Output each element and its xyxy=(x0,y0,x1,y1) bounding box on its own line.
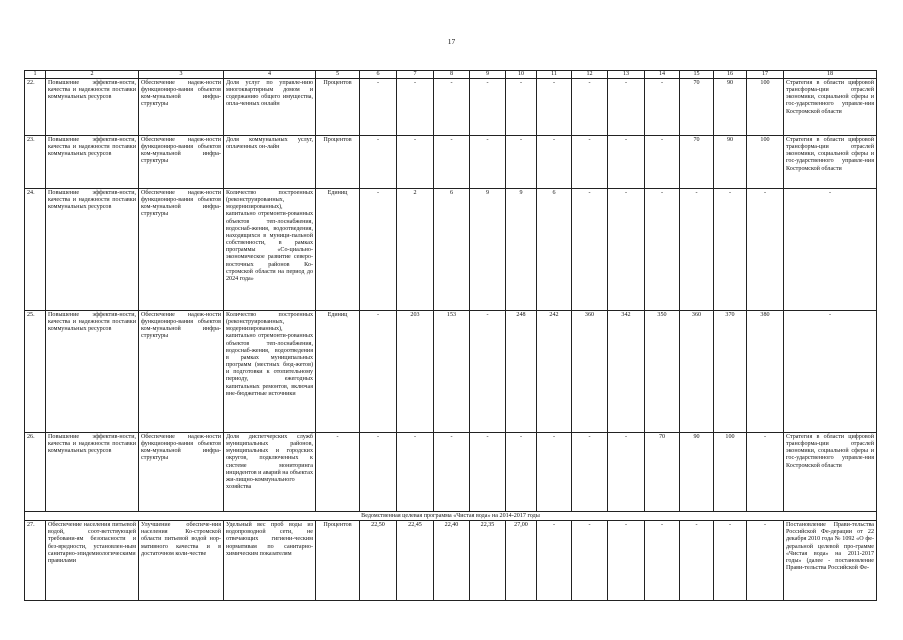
column-number-row xyxy=(25,71,877,79)
header-cell: 6 xyxy=(360,71,397,79)
header-cell: 14 xyxy=(645,71,680,79)
value-cell: 90 xyxy=(714,79,747,136)
task-cell: Улучшение обеспече-ния населения Ко-стромской области питьевой водой нор-мативного качества и в достаточном коли-честве xyxy=(139,521,224,601)
indicator-cell: Доля услуг по управле-нию многоквартирным домом и содержанию общего имущества, опла-ченных онлайн xyxy=(224,79,316,136)
value-cell: - xyxy=(470,433,506,512)
table-row xyxy=(25,189,877,311)
header-cell: 5 xyxy=(316,71,360,79)
header-cell: 15 xyxy=(680,71,714,79)
indicator-cell: Количество построенных (реконструированных, модернизированных), капитально отремонти-рованных объектов теп-лоснабжения, водоснаб-жения, водоотведения, находящихся в муници-пальной собственности, в рамках программы «Со-циально-экономическое развитие северо-восточных районов Ко-стромской области на период до 2024 года» xyxy=(224,189,316,311)
goal-cell: Повышение эффектив-ности, качества и надежности поставки коммунальных ресурсов xyxy=(46,189,139,311)
section-title: Ведомственная целевая программа «Чистая вода» на 2014-2017 годы xyxy=(25,512,877,521)
header-cell: 12 xyxy=(572,71,608,79)
value-cell: - xyxy=(506,433,537,512)
value-cell: - xyxy=(572,189,608,311)
value-cell: - xyxy=(470,311,506,433)
value-cell: - xyxy=(747,521,784,601)
value-cell: - xyxy=(645,521,680,601)
value-cell: 360 xyxy=(680,311,714,433)
value-cell: - xyxy=(680,189,714,311)
value-cell: - xyxy=(572,433,608,512)
value-cell: - xyxy=(434,433,470,512)
value-cell: 2 xyxy=(397,189,434,311)
table-row xyxy=(25,521,877,601)
basis-cell: - xyxy=(784,311,877,433)
value-cell: - xyxy=(572,136,608,189)
value-cell: - xyxy=(645,136,680,189)
value-cell: 242 xyxy=(537,311,572,433)
value-cell: - xyxy=(747,189,784,311)
value-cell: 70 xyxy=(680,79,714,136)
value-cell: 27,00 xyxy=(506,521,537,601)
value-cell: - xyxy=(747,433,784,512)
value-cell: - xyxy=(645,79,680,136)
value-cell: 90 xyxy=(714,136,747,189)
task-cell: Обеспечение надеж-ности функциониро-вания объектов ком-мунальной инфра-структуры xyxy=(139,311,224,433)
basis-cell: Стратегия в области цифровой трансформа-ции отраслей экономики, социальной сферы и гос-ударственного управле-ния Костромской области xyxy=(784,79,877,136)
indicator-cell: Доля диспетчерских служб муниципальных районов, муниципальных и городских округов, подключенных к системе мониторинга инцидентов и аварий на объектах жи-лищно-коммунального хозяйства xyxy=(224,433,316,512)
value-cell: - xyxy=(572,79,608,136)
value-cell: - xyxy=(572,521,608,601)
task-cell: Обеспечение надеж-ности функциониро-вания объектов ком-мунальной инфра-структуры xyxy=(139,189,224,311)
unit-cell: Процентов xyxy=(316,136,360,189)
value-cell: - xyxy=(434,136,470,189)
value-cell: - xyxy=(397,433,434,512)
value-cell: 22,50 xyxy=(360,521,397,601)
goal-cell: Повышение эффектив-ности, качества и надежности поставки коммунальных ресурсов xyxy=(46,433,139,512)
value-cell: 22,40 xyxy=(434,521,470,601)
value-cell: 6 xyxy=(537,189,572,311)
row-number-cell: 23. xyxy=(25,136,46,189)
row-number-cell: 27. xyxy=(25,521,46,601)
value-cell: 100 xyxy=(747,79,784,136)
value-cell: 70 xyxy=(645,433,680,512)
value-cell: - xyxy=(680,521,714,601)
value-cell: - xyxy=(470,79,506,136)
table-row xyxy=(25,136,877,189)
goal-cell: Повышение эффектив-ности, качества и надежности поставки коммунальных ресурсов xyxy=(46,136,139,189)
row-number-cell: 25. xyxy=(25,311,46,433)
value-cell: 9 xyxy=(470,189,506,311)
task-cell: Обеспечение надеж-ности функциониро-вания объектов ком-мунальной инфра-структуры xyxy=(139,433,224,512)
unit-cell: Процентов xyxy=(316,79,360,136)
value-cell: - xyxy=(360,433,397,512)
header-cell: 3 xyxy=(139,71,224,79)
value-cell: 22,45 xyxy=(397,521,434,601)
basis-cell: Стратегия в области цифровой трансформа-ции отраслей экономики, социальной сферы и гос-ударственного управле-ния Костромской области xyxy=(784,136,877,189)
value-cell: - xyxy=(608,189,645,311)
header-cell: 4 xyxy=(224,71,316,79)
row-number-cell: 24. xyxy=(25,189,46,311)
goal-cell: Повышение эффектив-ности, качества и надежности поставки коммунальных ресурсов xyxy=(46,79,139,136)
value-cell: 350 xyxy=(645,311,680,433)
value-cell: - xyxy=(537,433,572,512)
value-cell: - xyxy=(360,311,397,433)
header-cell: 10 xyxy=(506,71,537,79)
header-cell: 17 xyxy=(747,71,784,79)
value-cell: 22,35 xyxy=(470,521,506,601)
header-cell: 9 xyxy=(470,71,506,79)
value-cell: - xyxy=(360,79,397,136)
value-cell: 203 xyxy=(397,311,434,433)
value-cell: 360 xyxy=(572,311,608,433)
header-cell: 7 xyxy=(397,71,434,79)
value-cell: - xyxy=(608,521,645,601)
header-cell: 13 xyxy=(608,71,645,79)
task-cell: Обеспечение надеж-ности функциониро-вания объектов ком-мунальной инфра-структуры xyxy=(139,136,224,189)
value-cell: - xyxy=(434,79,470,136)
value-cell: - xyxy=(506,136,537,189)
value-cell: - xyxy=(714,189,747,311)
goal-cell: Повышение эффектив-ности, качества и надежности поставки коммунальных ресурсов xyxy=(46,311,139,433)
value-cell: 90 xyxy=(680,433,714,512)
value-cell: - xyxy=(645,189,680,311)
header-cell: 18 xyxy=(784,71,877,79)
value-cell: 370 xyxy=(714,311,747,433)
table-row xyxy=(25,433,877,512)
value-cell: - xyxy=(470,136,506,189)
task-cell: Обеспечение надеж-ности функциониро-вания объектов ком-мунальной инфра-структуры xyxy=(139,79,224,136)
value-cell: 380 xyxy=(747,311,784,433)
value-cell: 248 xyxy=(506,311,537,433)
goal-cell: Обеспечение населения питьевой водой, соот-ветствующей требовани-ям безопасности и без-вредности, установлен-ным санитарно-эпидемиологическими правилами xyxy=(46,521,139,601)
value-cell: - xyxy=(537,136,572,189)
header-cell: 16 xyxy=(714,71,747,79)
unit-cell: Единиц xyxy=(316,189,360,311)
section-row xyxy=(25,512,877,521)
header-cell: 11 xyxy=(537,71,572,79)
value-cell: - xyxy=(608,79,645,136)
row-number-cell: 26. xyxy=(25,433,46,512)
value-cell: 6 xyxy=(434,189,470,311)
basis-cell: - xyxy=(784,189,877,311)
basis-cell: Стратегия в области цифровой трансформа-ции отраслей экономики, социальной сферы и гос-ударственного управле-ния Костромской области xyxy=(784,433,877,512)
value-cell: - xyxy=(608,433,645,512)
header-cell: 2 xyxy=(46,71,139,79)
table-row xyxy=(25,311,877,433)
value-cell: - xyxy=(608,136,645,189)
unit-cell: Процентов xyxy=(316,521,360,601)
header-cell: 8 xyxy=(434,71,470,79)
value-cell: - xyxy=(506,79,537,136)
value-cell: - xyxy=(360,189,397,311)
page-number: 17 xyxy=(447,37,456,46)
value-cell: 342 xyxy=(608,311,645,433)
unit-cell: Единиц xyxy=(316,311,360,433)
indicator-cell: Удельный вес проб воды из водопроводной сети, не отвечающих гигиени-ческим нормативам по санитарно-химическим показателям xyxy=(224,521,316,601)
value-cell: - xyxy=(537,79,572,136)
value-cell: - xyxy=(537,521,572,601)
indicator-cell: Доля коммунальных услуг, оплаченных он-лайн xyxy=(224,136,316,189)
value-cell: 9 xyxy=(506,189,537,311)
basis-cell: Постановление Прави-тельства Российской Фе-дерации от 22 декабря 2010 года № 1092 «О фе-деральной целевой про-грамме «Чистая вода» на 2011-2017 годы» (далее - постановление Прави-тельства Российской Фе- xyxy=(784,521,877,601)
table-row xyxy=(25,79,877,136)
indicator-cell: Количество построенных (реконструированных, модернизированных), капитально отремонти-рованных объектов теп-лоснабжения, водоснаб-жения, водоотведения в рамках муниципальных программ (местных бюд-жетов) и подготовки к отопительному периоду, ежегодных капитальных ремонтов, включая вне-бюджетные источники xyxy=(224,311,316,433)
value-cell: - xyxy=(714,521,747,601)
value-cell: - xyxy=(360,136,397,189)
header-cell: 1 xyxy=(25,71,46,79)
value-cell: 100 xyxy=(714,433,747,512)
unit-cell: - xyxy=(316,433,360,512)
value-cell: 100 xyxy=(747,136,784,189)
row-number-cell: 22. xyxy=(25,79,46,136)
value-cell: 70 xyxy=(680,136,714,189)
value-cell: 153 xyxy=(434,311,470,433)
value-cell: - xyxy=(397,79,434,136)
value-cell: - xyxy=(397,136,434,189)
indicators-table xyxy=(24,70,877,601)
